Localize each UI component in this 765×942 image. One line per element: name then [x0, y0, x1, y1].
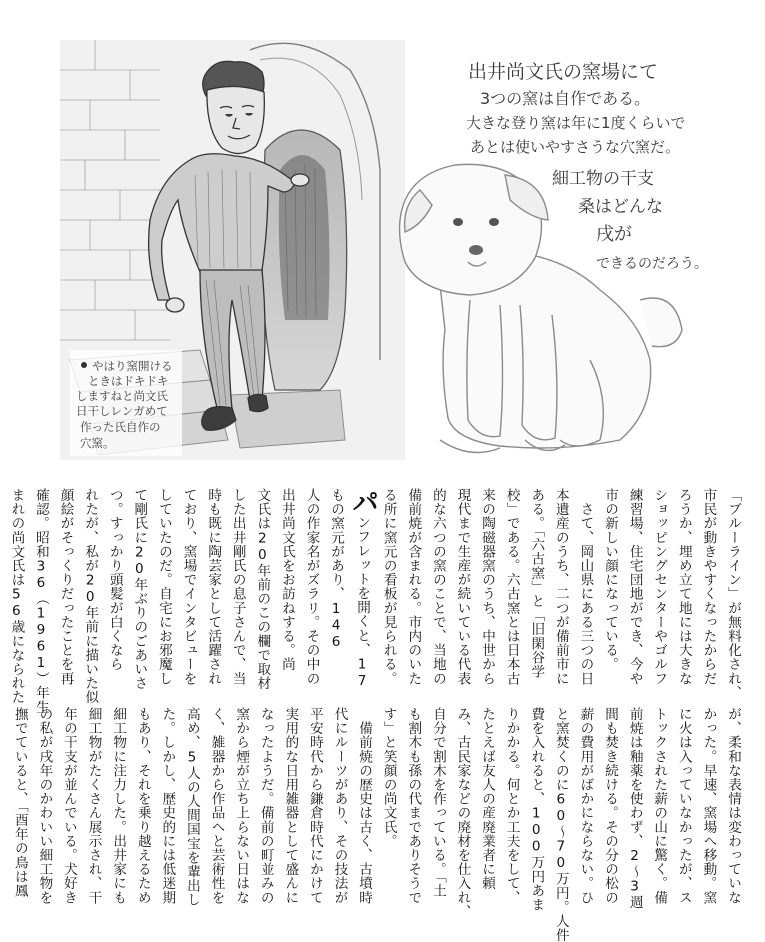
text-line: ンフレットを開くと、17: [354, 515, 371, 690]
left-caption-line-3: しますねと尚文氏: [76, 389, 168, 403]
text-line: 時も既に陶芸家として活躍され: [205, 488, 222, 686]
text-line: 本遺産のうち、二つが備前市に: [552, 488, 569, 686]
text-line: もの窯元があり、146: [328, 488, 345, 651]
text-line: た。しかし、歴史的には低迷期: [159, 707, 176, 905]
text-line: く、雑器から作品へと芸術性を: [208, 707, 225, 905]
text-line: 実用的な日用雑器として盛んに: [282, 707, 299, 905]
pencil-sketch-illustration: [0, 0, 765, 470]
text-line: たとえば友人の産廃業者に頼: [479, 707, 496, 891]
text-line: 備前焼の歴史は古く、古墳時: [356, 707, 373, 905]
left-caption-line-5: 作った氏自作の: [80, 420, 161, 434]
text-line: 校」である。六古窯とは日本古: [503, 488, 520, 686]
text-line: 細工物に注力した。出井家にも: [110, 707, 127, 905]
text-line: れたが、私が20年前に描いた似: [82, 488, 99, 705]
text-line: もあり、それを乗り越えるため: [134, 707, 151, 905]
dog-caption-line-2: 桑はどんな: [578, 197, 663, 217]
text-line: していたのだ。自宅にお邪魔し: [155, 488, 172, 686]
dropcap-line: [347, 488, 379, 693]
text-line: 自分で割木を作っている。「土: [429, 707, 446, 898]
text-line: 細工物がたくさん展示され、干: [85, 707, 102, 905]
text-line: 費を入れると、100万円あま: [528, 707, 545, 912]
article-bottom-tier: [10, 707, 745, 942]
text-line: 人の作家名がズラリ。その中の: [303, 488, 320, 686]
article-top-tier: [8, 488, 745, 714]
text-line: した出井剛氏の息子さんで、当: [229, 488, 246, 686]
dog-caption-line-1: 細工物の干支: [552, 169, 654, 189]
text-line: す」と笑顔の尚文氏。: [380, 707, 397, 848]
text-line: が、柔和な表情は変わっていな: [725, 707, 741, 905]
left-caption-line-1: やはり窯開ける: [92, 359, 173, 373]
text-line: も割木も孫の代までありそうで: [405, 707, 422, 905]
text-line: る所に窯元の看板が見られる。: [380, 488, 397, 686]
text-line: ており、窯場でインタビューを: [180, 488, 197, 686]
text-line: トックされた薪の山に驚く。備: [651, 707, 668, 905]
right-caption-line-1: 出井尚文氏の窯場にて: [468, 61, 659, 83]
text-line: さて、岡山県にある三つの日: [577, 488, 594, 686]
text-line: 平安時代から鎌倉時代にかけて: [306, 707, 323, 905]
text-line: 的な六つの窯のことで、当地の: [429, 488, 446, 686]
text-line: ショッピングセンターやゴルフ: [651, 488, 668, 686]
text-line: 間も焚き続ける。その分の松の: [602, 707, 619, 905]
text-line: りかかる。何とか工夫をして、: [503, 707, 520, 905]
text-line: 薪の費用がばかにならない。ひ: [577, 707, 594, 905]
text-line: 代にルーツがあり、その技法が: [331, 707, 348, 905]
text-line: の私が戌年のかわいい細工物を: [36, 707, 53, 905]
text-line: 出井尚文氏をお訪ねする。尚: [278, 488, 295, 672]
text-line: 年の干支が並んでいる。犬好き: [60, 707, 77, 905]
text-line: 現代まで生産が続いている代表: [454, 488, 471, 686]
dropcap: パ: [347, 488, 379, 516]
text-line: 撫でていると、「酉年の鳥は鳳: [11, 707, 28, 898]
text-line: み、古民家などの廃材を仕入れ、: [454, 707, 471, 919]
text-line: 市の新しい顔になっている。: [602, 488, 619, 672]
text-line: なったようだ。備前の町並みの: [257, 707, 274, 905]
text-line: 前焼は釉薬を使わず、2〜3週: [626, 707, 643, 910]
right-caption-line-3: 大きな登り窯は年に1度くらいで: [466, 114, 686, 132]
left-caption-line-6: 穴窯。: [80, 436, 115, 450]
text-line: 備前焼が含まれる。市内のいた: [405, 488, 422, 686]
text-line: に火は入っていなかったが、ス: [675, 707, 692, 905]
right-caption-line-2: 3つの窯は自作である。: [480, 89, 651, 108]
right-caption: [466, 61, 686, 156]
text-line: まれの尚文氏は56歳になられた: [8, 488, 25, 705]
text-line: 文氏は20年前のこの欄で取材: [254, 488, 271, 691]
text-line: 確認。昭和36（1961）年生: [32, 488, 49, 714]
text-line: 練習場、住宅団地ができ、今や: [626, 488, 643, 686]
text-line: 「ブルーライン」が無料化され、: [725, 488, 741, 700]
text-line: かった。早速、窯場へ移動。窯: [700, 707, 717, 905]
right-caption-line-4: あとは使いやすさうな穴窯だ。: [470, 138, 681, 156]
text-line: 窯から煙が立ち上らない日はな: [233, 707, 250, 905]
left-caption-box: [70, 350, 182, 456]
dog-caption-line-3: 戌が: [596, 224, 632, 245]
dog-caption-line-4: できるのだろう。: [596, 256, 708, 272]
text-line: 来の陶磁器窯のうち、中世から: [479, 488, 496, 686]
text-line: て剛氏に20年ぶりのごあいさ: [131, 488, 148, 691]
dog-caption: [552, 169, 708, 272]
text-line: と窯焚くのに60〜70万円。人件: [552, 707, 569, 942]
text-line: 顔絵がそっくりだったことを再: [57, 488, 74, 686]
text-line: つ。すっかり頭髪が白くなら: [106, 488, 123, 672]
text-line: 高め、5人の人間国宝を輩出し: [183, 707, 200, 907]
text-line: 市民が動きやすくなったからだ: [700, 488, 717, 686]
text-line: ある。「六古窯」と「旧閑谷学: [528, 488, 545, 679]
left-caption-line-2: ときはドキドキ: [88, 374, 169, 388]
text-line: ろうか、埋め立て地には大きな: [675, 488, 692, 686]
left-caption-line-4: 日干しレンガめて: [76, 404, 168, 418]
